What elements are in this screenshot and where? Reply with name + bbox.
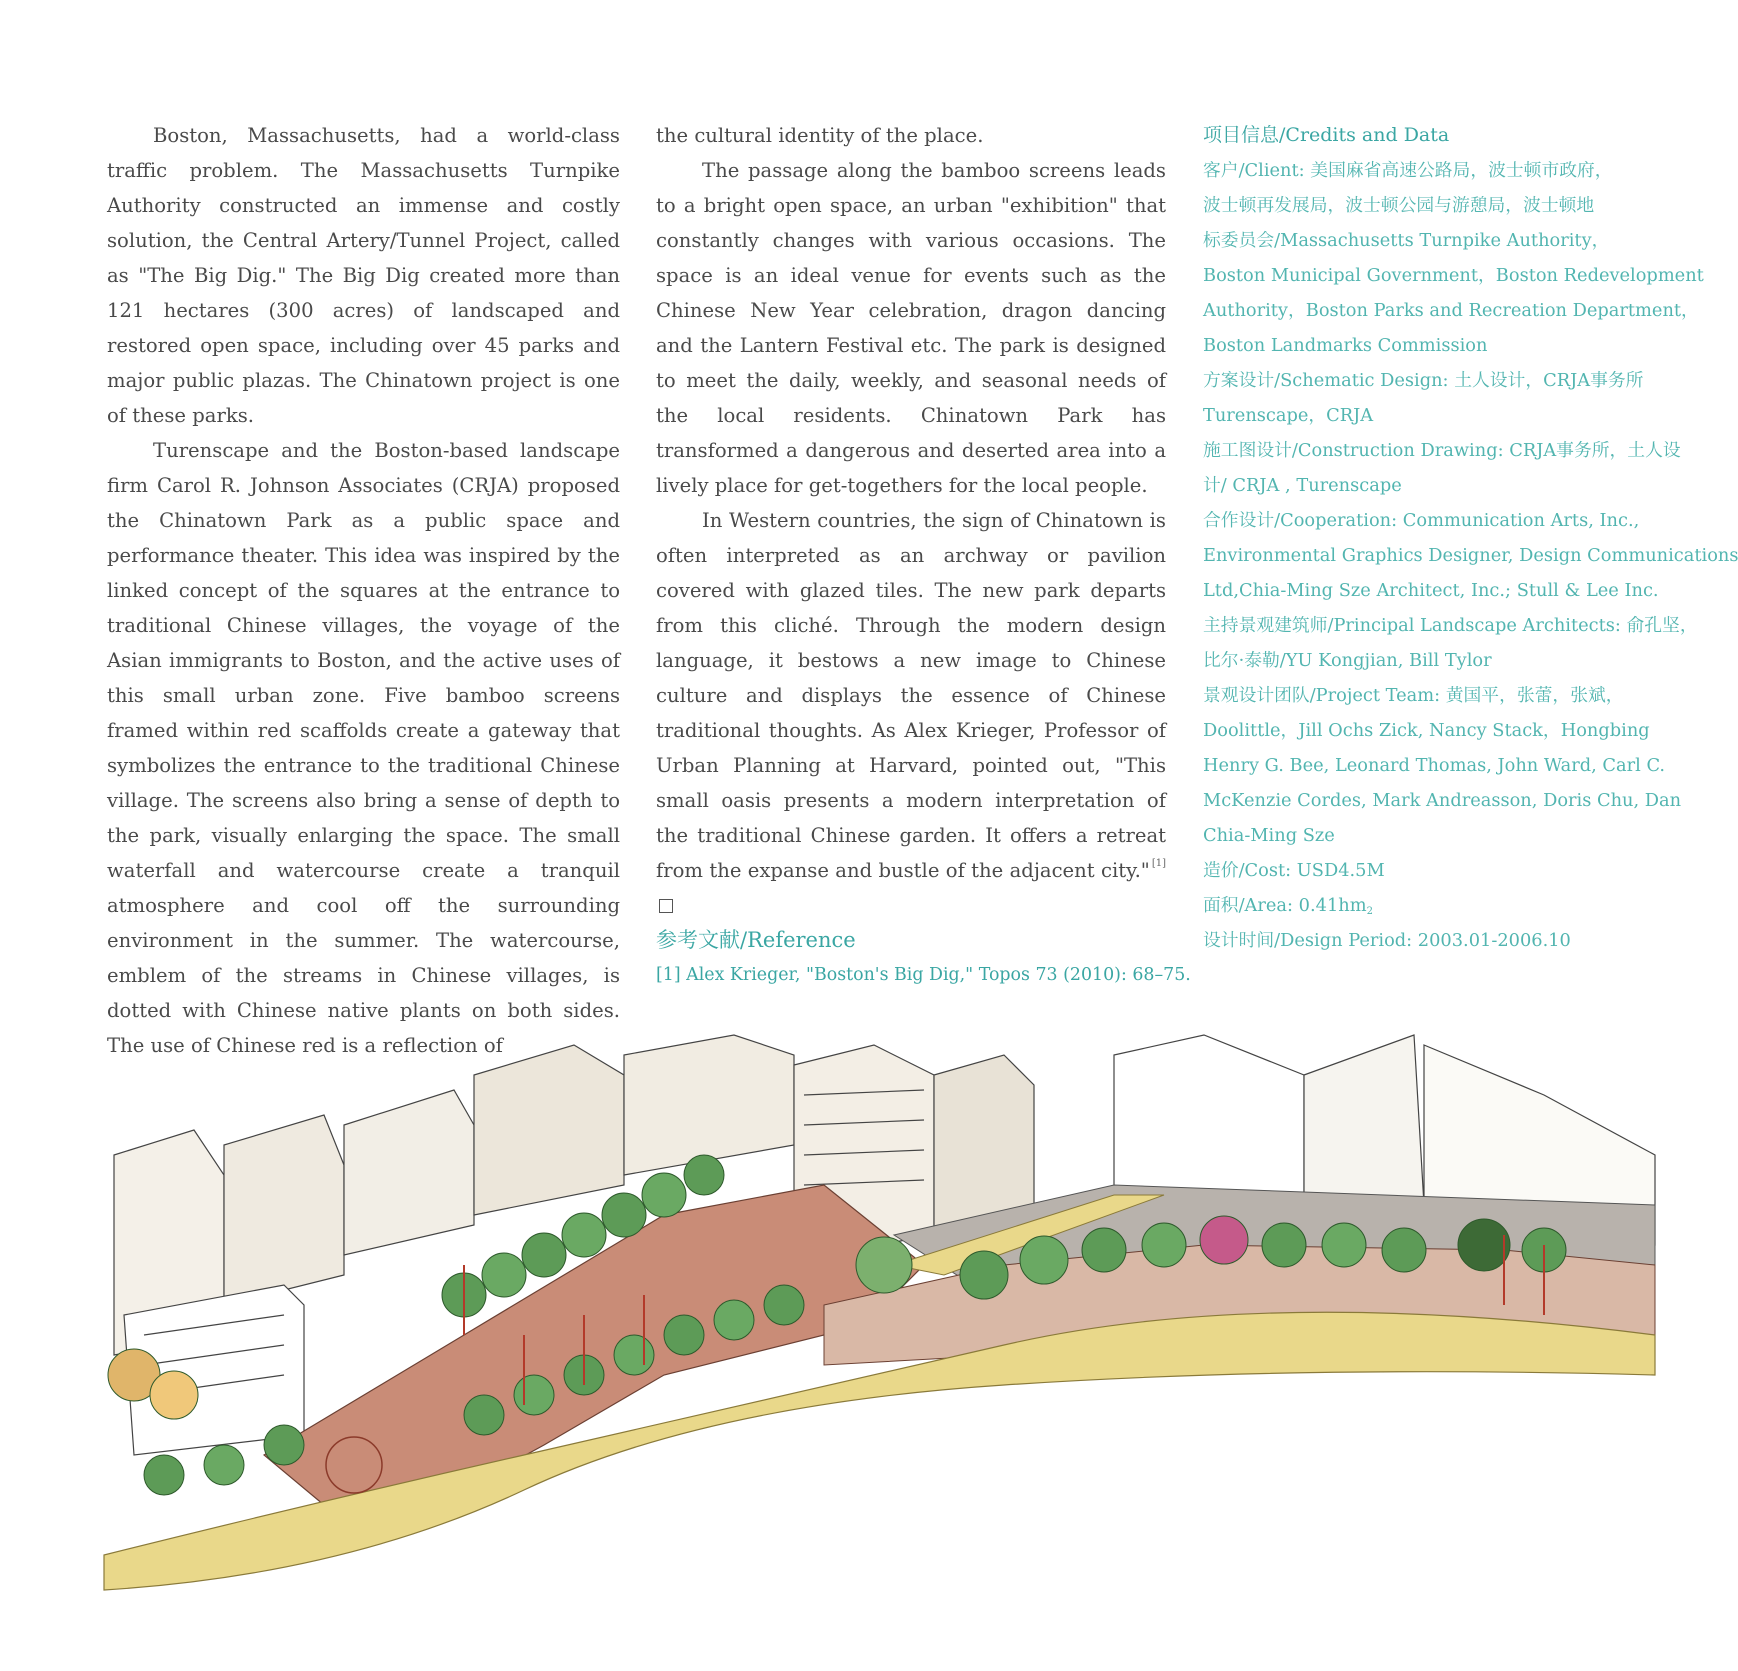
text-column-2 — [656, 118, 1191, 993]
reference-mark: [1] — [1151, 858, 1166, 869]
credit-line: 主持景观建筑师/Principal Landscape Architects: 俞孔坚， — [1203, 615, 1698, 636]
credit-line: 合作设计/Cooperation: Communication Arts, Inc., — [1203, 510, 1640, 531]
credit-line: 施工图设计/Construction Drawing: CRJA事务所，土人设 — [1203, 440, 1681, 461]
end-mark-icon — [659, 899, 673, 913]
credit-design-period: 设计时间/Design Period: 2003.01-2006.10 — [1203, 930, 1571, 951]
credit-cost: 造价/Cost: USD4.5M — [1203, 860, 1385, 881]
paragraph-design-concept: Turenscape and the Boston-based landscape firm Carol R. Johnson Associates (CRJA) proposed the Chinatown Park as a public space and performance theater. This idea was inspired by the linked concept of the squares at the entrance to traditional Chinese villages, the voyage of the Asian immigrants to Boston, and the active uses of this small urban zone. Five bamboo screens framed within red scaffolds create a gateway that symbolizes the entrance to the traditional Chinese village. The screens also bring a sense of depth to the park, visually enlarging the space. The small waterfall and watercourse create a tranquil atmosphere and cool off the surrounding environment in the summer. The watercourse, emblem of the streams in Chinese villages, is dotted with Chinese native plants on both sides. The use of Chinese red is a reflection of — [107, 439, 620, 1057]
reference-heading: 参考文献/Reference — [656, 928, 856, 952]
credits-title: 项目信息/Credits and Data — [1203, 124, 1450, 146]
credit-line: 方案设计/Schematic Design: 土人设计，CRJA事务所 — [1203, 370, 1644, 391]
paragraph-intro: Boston, Massachusetts, had a world-class traffic problem. The Massachusetts Turnpike Authority constructed an immense and costly solution, the Central Artery/Tunnel Project, called as "The Big Dig." The Big Dig created more than 121 hectares (300 acres) of landscaped and restored open space, including over 45 parks and major public plazas. The Chinatown project is one of these parks. — [107, 124, 620, 427]
paragraph-continued: the cultural identity of the place. — [656, 124, 984, 147]
credit-line: 波士顿再发展局，波士顿公园与游憩局，波士顿地 — [1203, 195, 1595, 216]
credits-column — [1203, 118, 1738, 958]
credit-line: Authority，Boston Parks and Recreation Department， — [1203, 300, 1699, 321]
credit-line: Environmental Graphics Designer, Design Communications — [1203, 545, 1738, 566]
credit-area-exponent: 2 — [1366, 906, 1373, 917]
paragraph-open-space: The passage along the bamboo screens leads to a bright open space, an urban "exhibition" that constantly changes with various occasions. The space is an ideal venue for events such as the Chinese New Year celebration, dragon dancing and the Lantern Festival etc. The park is designed to meet the daily, weekly, and seasonal needs of the local residents. Chinatown Park has transformed a dangerous and deserted area into a lively place for get-togethers for the local people. — [656, 159, 1166, 497]
park-aerial-sketch-drawing — [104, 1035, 1655, 1605]
park-aerial-sketch — [104, 1035, 1655, 1605]
credit-line: 客户/Client: 美国麻省高速公路局，波士顿市政府， — [1203, 160, 1613, 181]
credit-line: 计/ CRJA , Turenscape — [1203, 475, 1402, 496]
credit-line: Boston Landmarks Commission — [1203, 335, 1488, 356]
credit-line: Boston Municipal Government，Boston Redevelopment — [1203, 265, 1704, 286]
credit-line: 标委员会/Massachusetts Turnpike Authority， — [1203, 230, 1610, 251]
credit-line: Henry G. Bee, Leonard Thomas, John Ward, Carl C. — [1203, 755, 1666, 776]
credit-area-text: 面积/Area: 0.41hm — [1203, 895, 1367, 916]
credit-area — [1203, 888, 1655, 923]
credit-line: 景观设计团队/Project Team: 黄国平，张蕾，张斌， — [1203, 685, 1624, 706]
credit-line: McKenzie Cordes, Mark Andreasson, Doris Chu, Dan — [1203, 790, 1682, 811]
credit-line: Turenscape，CRJA — [1203, 405, 1374, 426]
paragraph-western-image-text: In Western countries, the sign of Chinatown is often interpreted as an archway or pavilion covered with glazed tiles. The new park departs from this cliché. Through the modern design language, it bestows a new image to Chinese culture and displays the essence of Chinese traditional thoughts. As Alex Krieger, Professor of Urban Planning at Harvard, pointed out, "This small oasis presents a modern interpretation of the traditional Chinese garden. It offers a retreat from the expanse and bustle of the adjacent city." — [656, 509, 1166, 882]
credit-line: Doolittle，Jill Ochs Zick, Nancy Stack，Hongbing — [1203, 720, 1650, 741]
reference-item: [1] Alex Krieger, "Boston's Big Dig," Topos 73 (2010): 68–75. — [656, 965, 1191, 985]
credit-line: Ltd,Chia-Ming Sze Architect, Inc.; Stull & Lee Inc. — [1203, 580, 1659, 601]
paragraph-western-image — [656, 503, 1166, 923]
credit-line: 比尔·泰勒/YU Kongjian, Bill Tylor — [1203, 650, 1492, 671]
text-column-1 — [107, 118, 620, 1063]
credit-line: Chia-Ming Sze — [1203, 825, 1335, 846]
